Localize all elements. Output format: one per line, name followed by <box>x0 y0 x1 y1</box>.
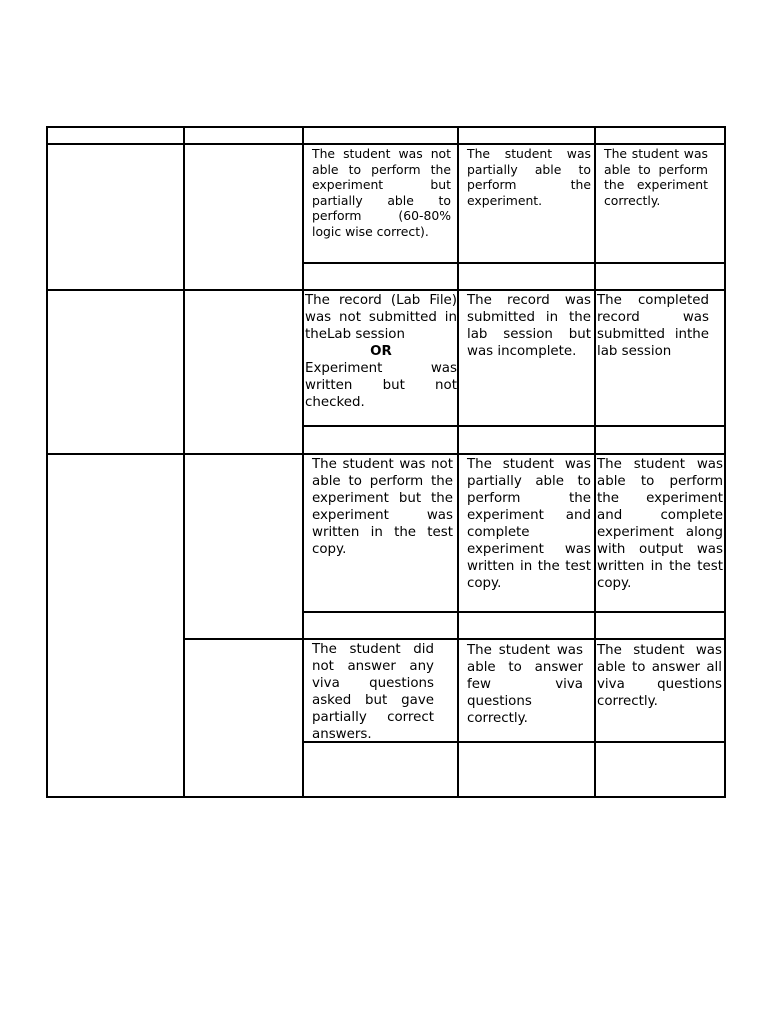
score-row-divider-2 <box>303 425 726 427</box>
row-divider-2 <box>47 453 726 455</box>
row-4-cell-2-text: The student was able to answer few viva questions correctly. <box>467 643 583 726</box>
row-2-cell-1-after-or-text: Experiment was written but not checked. <box>305 361 457 410</box>
row-4-cell-1-text: The student did not answer any viva questions asked but gave partially correct answers. <box>312 642 434 742</box>
row-divider-1 <box>47 289 726 291</box>
subrow-divider-viva <box>184 638 726 640</box>
column-divider-3 <box>457 126 459 798</box>
header-row-divider <box>47 143 726 145</box>
row-1-cell-3-text: The student was able to perform the experiment correctly. <box>604 146 708 208</box>
row-3-cell-2-text: The student was partially able to perform the experiment and complete experiment was written in the test copy. <box>467 457 591 591</box>
score-row-divider-1 <box>303 262 726 264</box>
row-1-cell-1-text: The student was not able to perform the experiment but partially able to perform (60-80% logic wise correct). <box>312 146 451 239</box>
column-divider-2 <box>302 126 304 798</box>
row-1-cell-2-text: The student was partially able to perform the experiment. <box>467 146 591 208</box>
table-border-bottom <box>47 796 726 798</box>
row-4-cell-3-text: The student was able to answer all viva questions correctly. <box>597 643 722 709</box>
table-border-right <box>724 126 726 798</box>
row-3-cell-3-text: The student was able to perform the experiment and complete experiment along with output was written in the test copy. <box>597 457 723 591</box>
column-divider-4 <box>594 126 596 798</box>
table-border-left <box>46 126 48 798</box>
row-2-cell-3-text: The completed record was submitted inthe lab session <box>597 293 709 359</box>
column-divider-1 <box>183 126 185 798</box>
row-3-cell-1-text: The student was not able to perform the experiment but the experiment was written in the test copy. <box>312 457 453 557</box>
row-2-or-label: OR <box>370 344 392 359</box>
score-row-divider-3 <box>303 611 726 613</box>
table-border-top <box>47 126 726 128</box>
row-2-cell-2-text: The record was submitted in the lab session but was incomplete. <box>467 293 591 359</box>
row-2-cell-1-text: The record (Lab File) was not submitted in theLab session <box>305 293 457 342</box>
